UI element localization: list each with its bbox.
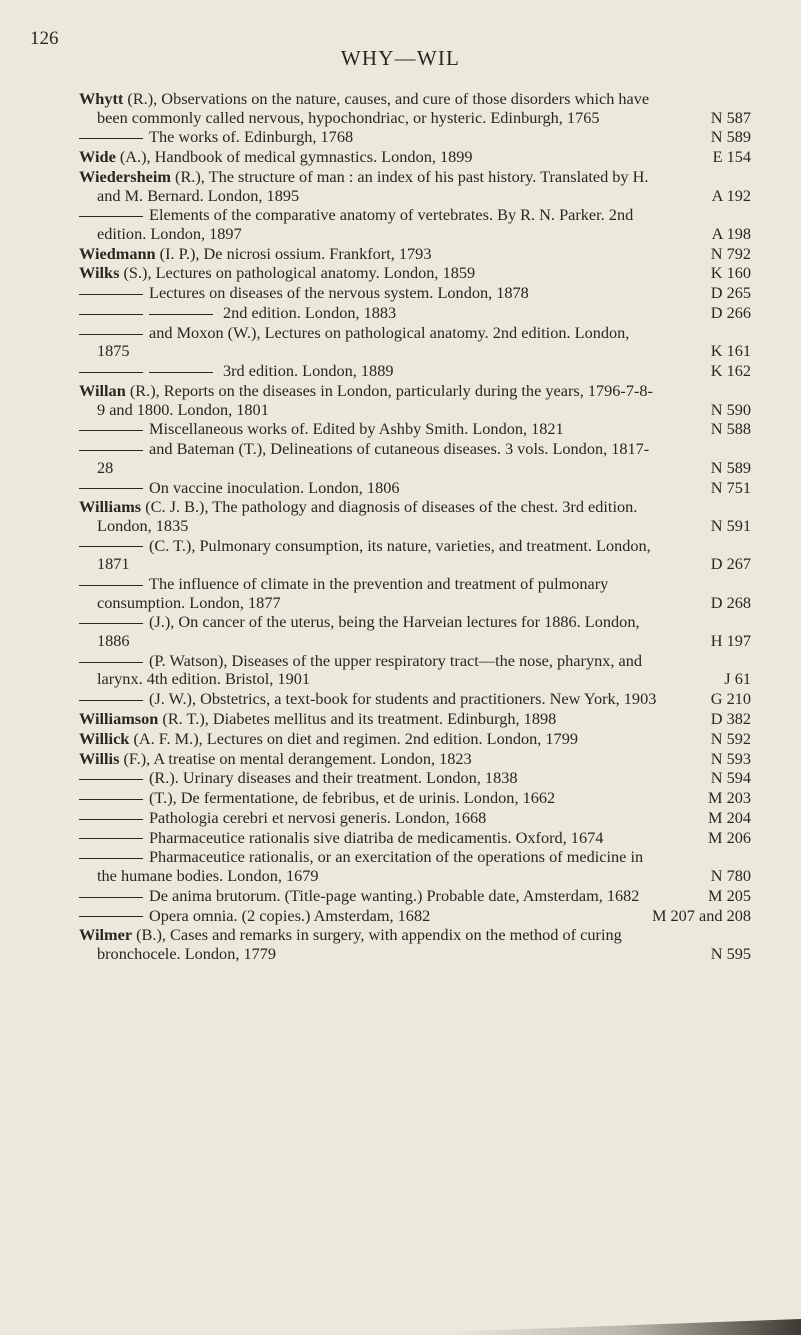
ditto-rule <box>79 488 143 489</box>
page-number: 126 <box>30 28 59 49</box>
shelf-reference: N 592 <box>710 728 751 748</box>
entry-author: Wilks <box>79 263 120 283</box>
shelf-reference: D 265 <box>710 283 751 303</box>
entry-title: (B.), Cases and remarks in surgery, with appendix on the method of curing bronchocele. London, 1779 <box>97 925 622 963</box>
shelf-reference: H 197 <box>710 631 751 650</box>
entry-title: Elements of the comparative anatomy of vertebrates. By R. N. Parker. 2nd edition. London, 1897 <box>97 205 634 243</box>
shelf-reference: N 589 <box>710 457 751 477</box>
shelf-reference: A 198 <box>711 223 751 243</box>
index-entry <box>79 789 751 808</box>
shelf-reference: N 593 <box>710 748 751 768</box>
ditto-rule <box>79 372 143 373</box>
shelf-reference: N 595 <box>710 943 751 963</box>
shelf-reference: D 268 <box>710 592 751 612</box>
ditto-rule <box>79 430 143 431</box>
index-entry <box>79 206 751 243</box>
shelf-reference: D 267 <box>710 554 751 574</box>
ditto-rule <box>79 799 143 800</box>
entry-title: (R.), Observations on the nature, causes, and cure of those disorders which have been commonly called nervous, hypochondriac, or hysteric. Edinburgh, 1765 <box>97 89 650 127</box>
ditto-rule <box>79 838 143 839</box>
index-entry <box>79 848 751 885</box>
entry-title: Opera omnia. (2 copies.) Amsterdam, 1682 <box>149 905 431 925</box>
entry-author: Williams <box>79 497 142 517</box>
index-entry <box>79 809 751 828</box>
index-entry <box>79 690 751 709</box>
shelf-reference: N 591 <box>710 515 751 535</box>
shelf-reference: E 154 <box>712 147 751 167</box>
index-entry <box>79 537 751 574</box>
index-entry <box>79 324 751 361</box>
index-entry <box>79 750 751 769</box>
shelf-reference: N 792 <box>710 243 751 263</box>
index-entry <box>79 575 751 612</box>
index-entry <box>79 245 751 264</box>
running-head: WHY—WIL <box>340 46 461 70</box>
index-entry <box>79 128 751 147</box>
shelf-reference: M 205 <box>708 885 751 905</box>
ditto-rule <box>79 546 143 547</box>
ditto-rule <box>79 819 143 820</box>
entry-title: (R.). Urinary diseases and their treatment. London, 1838 <box>149 768 518 788</box>
index-entry <box>79 710 751 729</box>
index-entry <box>79 479 751 498</box>
ditto-rule <box>79 916 143 917</box>
entry-author: Williamson <box>79 708 159 728</box>
shelf-reference: N 589 <box>710 127 751 147</box>
ditto-rule <box>79 700 143 701</box>
ditto-rule <box>79 858 143 859</box>
entry-title: On vaccine inoculation. London, 1806 <box>149 477 400 497</box>
entry-title: The influence of climate in the prevention and treatment of pulmonary consumption. London, 1877 <box>97 574 609 612</box>
entry-title: (J.), On cancer of the uterus, being the Harveian lectures for 1886. London, 1886 <box>97 612 640 650</box>
ditto-rule <box>79 314 143 315</box>
index-entry <box>79 148 751 167</box>
shelf-reference: M 206 <box>708 827 751 847</box>
ditto-rule <box>79 334 143 335</box>
shelf-reference: N 588 <box>710 419 751 439</box>
index-entry <box>79 362 751 381</box>
entry-title: (S.), Lectures on pathological anatomy. London, 1859 <box>119 263 476 283</box>
entry-title: (R.), The structure of man : an index of his past history. Translated by H. and M. Bernard. London, 1895 <box>97 166 649 205</box>
shelf-reference: D 266 <box>710 303 751 323</box>
shelf-reference: N 751 <box>710 477 751 497</box>
index-entry <box>79 652 751 689</box>
index-entry <box>79 264 751 283</box>
entry-author: Willan <box>79 380 126 400</box>
shelf-reference: A 192 <box>711 185 751 205</box>
ditto-rule <box>149 314 213 315</box>
index-entry <box>79 498 751 535</box>
index-entry <box>79 382 751 419</box>
shelf-reference: N 587 <box>710 107 751 127</box>
ditto-rule <box>79 897 143 898</box>
shelf-reference: M 207 and 208 <box>651 905 751 925</box>
shelf-reference: N 590 <box>710 399 751 419</box>
entry-title: (P. Watson), Diseases of the upper respiratory tract—the nose, pharynx, and larynx. 4th edition. Bristol, 1901 <box>97 650 643 689</box>
entry-title: (T.), De fermentatione, de febribus, et de urinis. London, 1662 <box>149 788 556 808</box>
index-entry <box>79 168 751 205</box>
shelf-reference: N 780 <box>710 866 751 885</box>
entry-author: Wide <box>79 147 116 167</box>
shelf-reference: D 382 <box>710 708 751 728</box>
ditto-rule <box>79 294 143 295</box>
entry-title: and Bateman (T.), Delineations of cutaneous diseases. 3 vols. London, 1817-28 <box>97 439 650 477</box>
index-entries <box>79 90 751 965</box>
shelf-reference: M 203 <box>708 788 751 808</box>
index-entry <box>79 730 751 749</box>
entry-title: (R. T.), Diabetes mellitus and its treatment. Edinburgh, 1898 <box>158 708 557 728</box>
index-entry <box>79 613 751 650</box>
entry-title: (F.), A treatise on mental derangement. London, 1823 <box>119 748 472 768</box>
entry-title: (C. J. B.), The pathology and diagnosis of diseases of the chest. 3rd edition. London, 1835 <box>97 497 638 535</box>
ditto-rule <box>79 585 143 586</box>
index-entry <box>79 887 751 906</box>
entry-author: Wiedersheim <box>79 166 171 186</box>
ditto-rule <box>79 450 143 451</box>
entry-title: Lectures on diseases of the nervous system. London, 1878 <box>149 283 529 303</box>
ditto-rule <box>79 662 143 663</box>
shelf-reference: N 594 <box>710 768 751 788</box>
entry-title: Pharmaceutice rationalis, or an exercitation of the operations of medicine in the humane bodies. London, 1679 <box>97 847 644 885</box>
entry-title: (J. W.), Obstetrics, a text-book for students and practitioners. New York, 1903 <box>149 689 657 709</box>
entry-author: Willick <box>79 728 130 748</box>
entry-title: and Moxon (W.), Lectures on pathological anatomy. 2nd edition. London, 1875 <box>97 322 630 361</box>
entry-title: (A.), Handbook of medical gymnastics. London, 1899 <box>115 147 473 167</box>
ditto-rule <box>79 623 143 624</box>
entry-title: Pathologia cerebri et nervosi generis. London, 1668 <box>149 807 487 827</box>
index-entry <box>79 304 751 323</box>
index-entry <box>79 440 751 477</box>
page-edge-shadow <box>0 1295 801 1335</box>
index-entry <box>79 926 751 963</box>
shelf-reference: K 162 <box>710 361 751 381</box>
entry-title: (A. F. M.), Lectures on diet and regimen. 2nd edition. London, 1799 <box>129 728 578 748</box>
entry-title: (C. T.), Pulmonary consumption, its nature, varieties, and treatment. London, 1871 <box>97 535 651 574</box>
index-entry <box>79 284 751 303</box>
shelf-reference: K 160 <box>710 263 751 283</box>
ditto-rule <box>79 138 143 139</box>
entry-title: The works of. Edinburgh, 1768 <box>149 127 354 147</box>
index-entry <box>79 907 751 926</box>
entry-title: Miscellaneous works of. Edited by Ashby Smith. London, 1821 <box>149 419 564 439</box>
entry-author: Wiedmann <box>79 243 156 263</box>
entry-title: (R.), Reports on the diseases in London, particularly during the years, 1796-7-8-9 and 1800. London, 1801 <box>97 380 653 419</box>
index-entry <box>79 769 751 788</box>
entry-author: Willis <box>79 748 120 768</box>
entry-title: (I. P.), De nicrosi ossium. Frankfort, 1793 <box>155 243 432 263</box>
index-entry <box>79 420 751 439</box>
entry-title: Pharmaceutice rationalis sive diatriba de medicamentis. Oxford, 1674 <box>149 827 604 847</box>
ditto-rule <box>79 216 143 217</box>
index-entry <box>79 90 751 127</box>
shelf-reference: G 210 <box>710 689 751 709</box>
shelf-reference: M 204 <box>708 807 751 827</box>
entry-author: Whytt <box>79 89 124 108</box>
shelf-reference: K 161 <box>710 341 751 361</box>
entry-title: 3rd edition. London, 1889 <box>223 361 394 381</box>
entry-title: De anima brutorum. (Title-page wanting.) Probable date, Amsterdam, 1682 <box>149 885 640 905</box>
index-entry <box>79 829 751 848</box>
ditto-rule <box>149 372 213 373</box>
ditto-rule <box>79 779 143 780</box>
shelf-reference: J 61 <box>724 669 751 689</box>
entry-author: Wilmer <box>79 925 133 945</box>
entry-title: 2nd edition. London, 1883 <box>223 303 397 323</box>
